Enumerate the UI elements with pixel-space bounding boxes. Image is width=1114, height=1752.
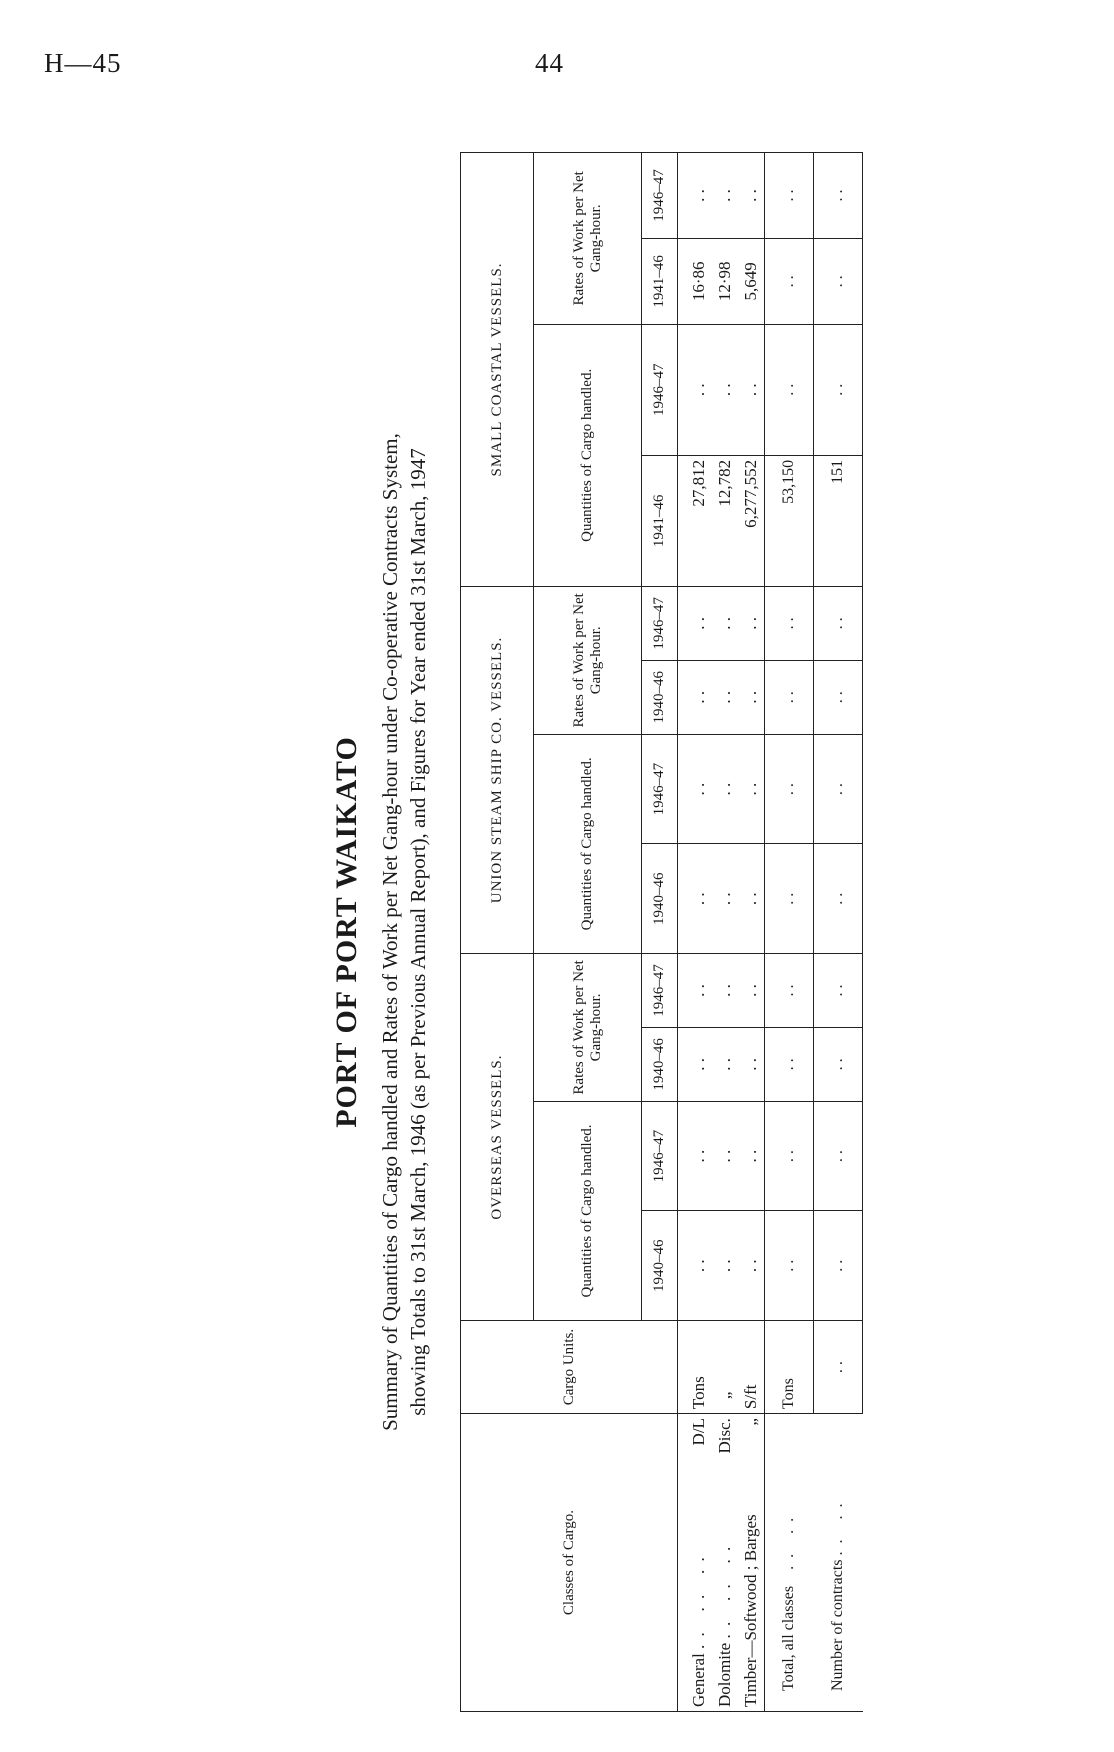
data-cell: . . xyxy=(678,844,713,954)
data-cell: . . xyxy=(765,1211,814,1321)
row-label-timber: Timber—Softwood ; Barges „ xyxy=(738,1414,765,1712)
data-cell: . . xyxy=(712,324,738,455)
header-union-rate: Rates of Work per Net Gang-hour. xyxy=(534,586,642,734)
data-cell: . . xyxy=(814,238,863,324)
table-row xyxy=(738,153,765,1712)
header-coastal: SMALL COASTAL VESSELS. xyxy=(461,153,534,587)
header-units: Cargo Units. xyxy=(461,1321,678,1414)
data-cell: . . xyxy=(765,153,814,239)
table-row xyxy=(678,153,713,1712)
data-cell: . . xyxy=(678,324,713,455)
data-cell: . . xyxy=(765,324,814,455)
data-cell: 6,277,552 xyxy=(738,455,765,586)
data-cell: . . xyxy=(712,1101,738,1211)
data-cell: . . xyxy=(712,734,738,844)
data-cell: 27,812 xyxy=(678,455,713,586)
header-classes: Classes of Cargo. xyxy=(461,1414,678,1712)
data-cell: 151 xyxy=(814,455,863,586)
data-cell: . . xyxy=(765,1101,814,1211)
data-cell: . . xyxy=(712,586,738,660)
data-cell: . . xyxy=(738,1027,765,1101)
year-cell: 1946–47 xyxy=(642,586,678,660)
data-cell: . . xyxy=(738,734,765,844)
year-cell: 1940–46 xyxy=(642,1211,678,1321)
data-cell: . . xyxy=(678,1211,713,1321)
data-cell: . . xyxy=(678,586,713,660)
data-cell: . . xyxy=(712,153,738,239)
year-cell: 1940–46 xyxy=(642,1027,678,1101)
data-cell: . . xyxy=(814,586,863,660)
data-cell: . . xyxy=(678,734,713,844)
data-cell: . . xyxy=(738,1211,765,1321)
header-overseas-rate: Rates of Work per Net Gang-hour. xyxy=(534,954,642,1102)
data-cell: . . xyxy=(814,734,863,844)
data-cell: . . xyxy=(678,153,713,239)
row-label-contracts: Number of contracts . . . . xyxy=(814,1414,863,1712)
year-cell: 1946–47 xyxy=(642,324,678,455)
header-union: UNION STEAM SHIP CO. VESSELS. xyxy=(461,586,534,953)
table-row xyxy=(712,153,738,1712)
units-cell: . . xyxy=(814,1321,863,1414)
units-cell: „ xyxy=(712,1321,738,1414)
data-cell: . . xyxy=(712,1211,738,1321)
data-cell: . . xyxy=(678,1101,713,1211)
data-cell: . . xyxy=(738,954,765,1028)
subtitle-line-1: Summary of Quantities of Cargo handled and Rates of Work per Net Gang-hour under Co-operative Contracts System, xyxy=(378,433,402,1431)
page-id: H—45 xyxy=(44,48,122,78)
data-cell: . . xyxy=(765,1027,814,1101)
header-overseas-qty: Quantities of Cargo handled. xyxy=(534,1101,642,1320)
units-cell: Tons xyxy=(678,1321,713,1414)
header-coastal-rate: Rates of Work per Net Gang-hour. xyxy=(534,153,642,325)
row-label-total: Total, all classes . . . . xyxy=(765,1414,814,1712)
data-cell: . . xyxy=(814,660,863,734)
data-cell: . . xyxy=(738,1101,765,1211)
page-title: PORT OF PORT WAIKATO xyxy=(330,736,363,1128)
data-cell: . . xyxy=(712,660,738,734)
data-cell: . . xyxy=(678,1027,713,1101)
table-row xyxy=(765,153,814,1712)
data-cell: . . xyxy=(712,1027,738,1101)
year-cell: 1946–47 xyxy=(642,954,678,1028)
data-cell: . . xyxy=(814,1101,863,1211)
data-cell: . . xyxy=(738,324,765,455)
year-cell: 1946–47 xyxy=(642,1101,678,1211)
subtitle-line-2: showing Totals to 31st March, 1946 (as per Previous Annual Report), and Figures for Year ended 31st March, 1947 xyxy=(406,448,430,1416)
data-cell: 12·98 xyxy=(712,238,738,324)
rotated-page xyxy=(320,152,1114,1712)
data-cell: . . xyxy=(678,954,713,1028)
header-coastal-qty: Quantities of Cargo handled. xyxy=(534,324,642,586)
data-cell: . . xyxy=(814,954,863,1028)
data-cell: 16·86 xyxy=(678,238,713,324)
data-cell: . . xyxy=(814,1211,863,1321)
data-cell: . . xyxy=(814,1027,863,1101)
data-cell: . . xyxy=(814,153,863,239)
units-cell: S/ft xyxy=(738,1321,765,1414)
data-cell: . . xyxy=(765,586,814,660)
data-cell: . . xyxy=(765,954,814,1028)
data-cell: . . xyxy=(765,734,814,844)
row-label-dolomite: Dolomite . . . . . . Disc. xyxy=(712,1414,738,1712)
year-cell: 1940–46 xyxy=(642,660,678,734)
data-cell: . . xyxy=(738,586,765,660)
header-overseas: OVERSEAS VESSELS. xyxy=(461,954,534,1321)
data-cell: . . xyxy=(738,660,765,734)
units-cell: Tons xyxy=(765,1321,814,1414)
year-cell: 1946–47 xyxy=(642,734,678,844)
data-cell: . . xyxy=(712,844,738,954)
header-union-qty: Quantities of Cargo handled. xyxy=(534,734,642,953)
data-cell: 12,782 xyxy=(712,455,738,586)
data-cell: 53,150 xyxy=(765,455,814,586)
cargo-table xyxy=(460,152,863,1712)
data-cell: 5,649 xyxy=(738,238,765,324)
data-cell: . . xyxy=(765,660,814,734)
year-cell: 1946–47 xyxy=(642,153,678,239)
row-label-general: General . . . . . . D/L xyxy=(678,1414,713,1712)
table-row xyxy=(814,153,863,1712)
year-cell: 1940–46 xyxy=(642,844,678,954)
year-cell: 1941–46 xyxy=(642,455,678,586)
data-cell: . . xyxy=(814,324,863,455)
data-cell: . . xyxy=(738,153,765,239)
year-cell: 1941–46 xyxy=(642,238,678,324)
data-cell: . . xyxy=(678,660,713,734)
data-cell: . . xyxy=(738,844,765,954)
page-number: 44 xyxy=(535,48,564,78)
data-cell: . . xyxy=(712,954,738,1028)
data-cell: . . xyxy=(765,844,814,954)
data-cell: . . xyxy=(814,844,863,954)
data-cell: . . xyxy=(765,238,814,324)
